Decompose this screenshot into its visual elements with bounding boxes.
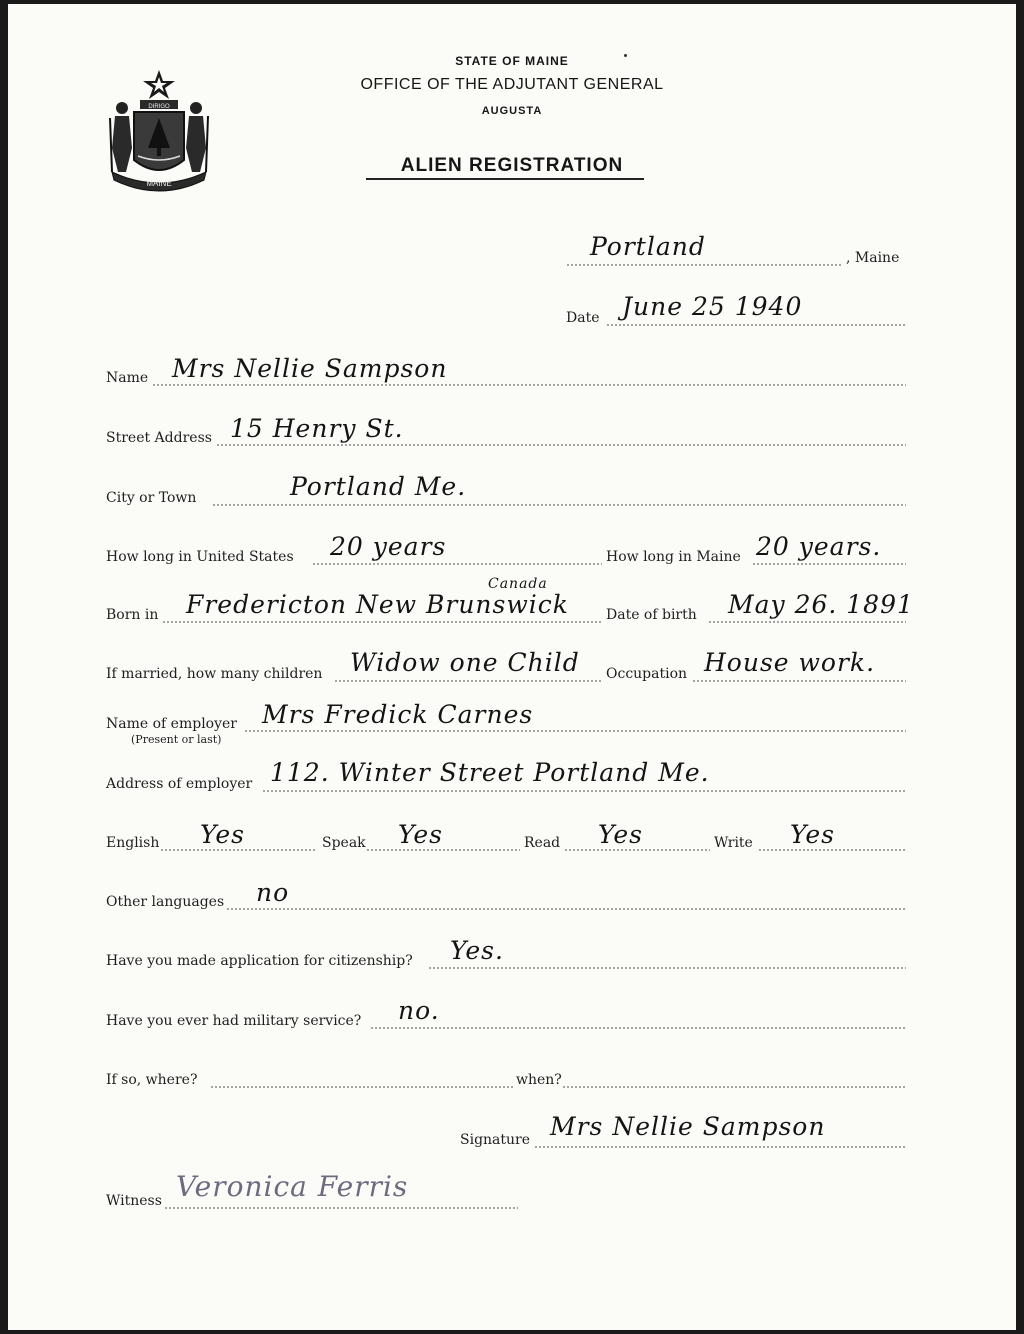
us-duration-label: How long in United States [106, 549, 294, 565]
signature-value: Mrs Nellie Sampson [550, 1112, 826, 1141]
citizenship-value: Yes. [450, 936, 504, 965]
dob-value: May 26. 1891 [728, 590, 914, 619]
citizenship-line [428, 967, 906, 969]
maine-duration-line [752, 563, 906, 565]
where-label: If so, where? [106, 1072, 198, 1088]
other-languages-line [226, 908, 906, 910]
when-line [562, 1086, 906, 1088]
occupation-line [692, 680, 906, 682]
employer-value: Mrs Fredick Carnes [262, 700, 534, 729]
street-label: Street Address [106, 430, 212, 446]
city-value: Portland Me. [290, 472, 467, 501]
other-languages-label: Other languages [106, 894, 225, 910]
employer-address-value: 112. Winter Street Portland Me. [270, 758, 710, 787]
employer-address-label: Address of employer [106, 776, 253, 792]
dob-line [708, 621, 906, 623]
military-label: Have you ever had military service? [106, 1013, 362, 1029]
maine-duration-label: How long in Maine [606, 549, 741, 565]
city-line [212, 504, 906, 506]
employer-address-line [262, 790, 906, 792]
speak-label: Speak [322, 835, 366, 851]
english-value: Yes [200, 820, 245, 849]
city-label: City or Town [106, 490, 197, 506]
form-title: ALIEN REGISTRATION [400, 155, 624, 176]
dob-label: Date of birth [606, 607, 697, 623]
military-line [370, 1027, 906, 1029]
maine-duration-value: 20 years. [756, 532, 882, 561]
date-value: June 25 1940 [622, 292, 803, 321]
children-line [334, 680, 602, 682]
witness-label: Witness [106, 1193, 162, 1209]
children-value: Widow one Child [350, 648, 580, 677]
speak-line [366, 849, 520, 851]
place-value: Portland [590, 232, 706, 261]
employer-label: Name of employer [106, 716, 237, 732]
english-label: English [106, 835, 160, 851]
citizenship-label: Have you made application for citizenship? [106, 953, 413, 969]
header-city: AUGUSTA [481, 105, 543, 117]
name-label: Name [106, 370, 149, 386]
employer-sublabel: (Present or last) [131, 733, 222, 746]
date-line [606, 324, 906, 326]
street-value: 15 Henry St. [230, 414, 404, 443]
date-label: Date [566, 310, 600, 326]
born-in-label: Born in [106, 607, 159, 623]
witness-line [164, 1207, 518, 1209]
children-label: If married, how many children [106, 666, 323, 682]
write-line [758, 849, 906, 851]
us-duration-value: 20 years [330, 532, 447, 561]
signature-label: Signature [460, 1132, 531, 1148]
place-suffix: , Maine [846, 250, 900, 266]
born-in-note: Canada [488, 576, 548, 592]
employer-line [244, 730, 906, 732]
name-value: Mrs Nellie Sampson [172, 354, 448, 383]
place-line [566, 264, 842, 266]
born-in-line [162, 621, 602, 623]
witness-value: Veronica Ferris [176, 1170, 409, 1203]
english-line [160, 849, 316, 851]
header-office: OFFICE OF THE ADJUTANT GENERAL [360, 76, 664, 93]
occupation-label: Occupation [606, 666, 688, 682]
street-line [216, 444, 906, 446]
born-in-value: Fredericton New Brunswick [186, 590, 569, 619]
other-languages-value: no [256, 878, 290, 907]
seal-label: MAINE [146, 179, 172, 188]
speak-value: Yes [398, 820, 443, 849]
military-value: no. [398, 996, 440, 1025]
read-value: Yes [598, 820, 643, 849]
write-value: Yes [790, 820, 835, 849]
when-label: when? [516, 1072, 562, 1088]
write-label: Write [714, 835, 753, 851]
scan-speck [624, 54, 627, 57]
title-underline [366, 178, 644, 180]
occupation-value: House work. [704, 648, 876, 677]
name-line [152, 384, 906, 386]
us-duration-line [312, 563, 602, 565]
signature-line [534, 1146, 906, 1148]
read-line [564, 849, 710, 851]
header-state: STATE OF MAINE [455, 54, 569, 68]
where-line [210, 1086, 514, 1088]
seal-motto: DIRIGO [148, 104, 170, 110]
read-label: Read [524, 835, 561, 851]
